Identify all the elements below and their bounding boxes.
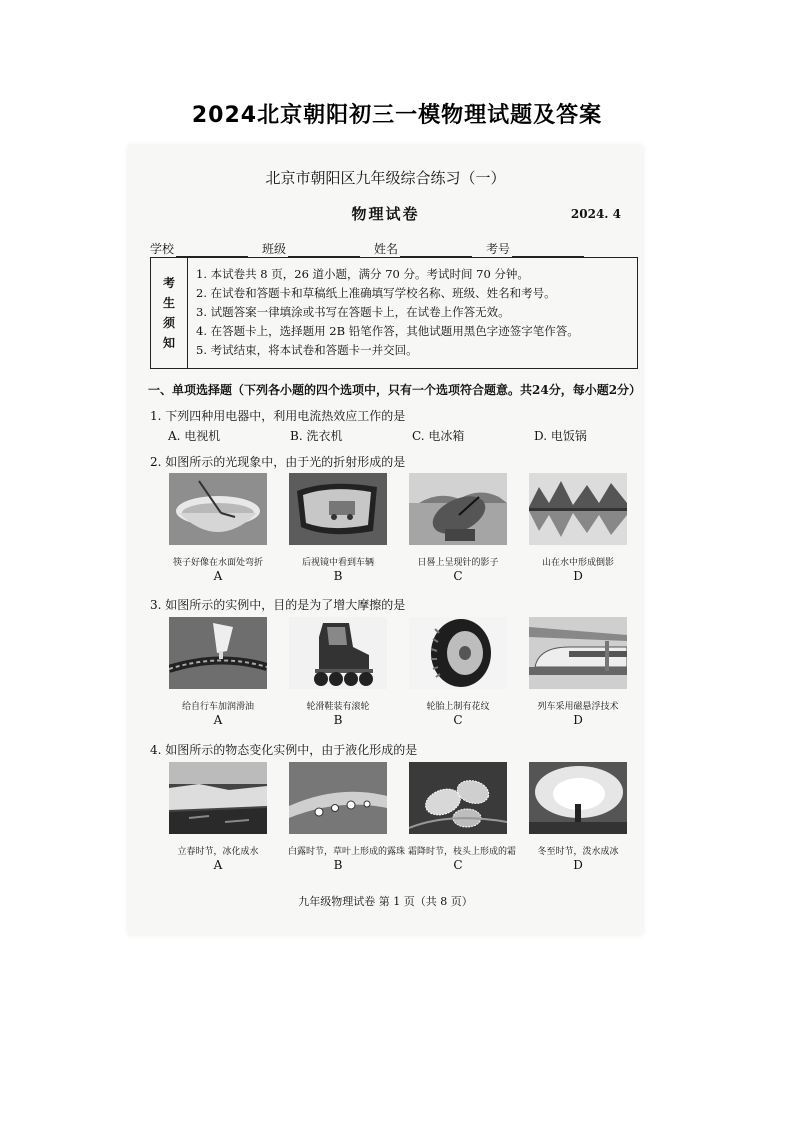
page-footer: 九年级物理试卷 第 1 页（共 8 页）: [298, 895, 473, 908]
exam-number-field[interactable]: 考号: [486, 240, 584, 257]
bike-chain-oil-photo: [169, 617, 267, 689]
exam-subject: 物理试卷: [351, 205, 420, 223]
tire-tread-photo: [409, 617, 507, 689]
figure-2a: 筷子好像在水面处弯折 A: [168, 473, 268, 583]
candidate-notice-box: [150, 257, 638, 369]
exam-date: 2024. 4: [570, 207, 621, 221]
question-1-stem: 1. 下列四种用电器中，利用电流热效应工作的是: [150, 409, 406, 423]
section-heading: 一、单项选择题（下列各小题的四个选项中，只有一个选项符合题意。共24分，每小题2分）: [148, 383, 642, 397]
option-a: A. 电视机: [168, 429, 221, 443]
figure-3b: 轮滑鞋装有滚轮 B: [288, 617, 388, 727]
notice-item: 5. 考试结束，将本试卷和答题卡一并交回。: [196, 343, 418, 357]
notice-item: 1. 本试卷共 8 页，26 道小题，满分 70 分。考试时间 70 分钟。: [196, 267, 529, 281]
figure-3c: 轮胎上制有花纹 C: [408, 617, 508, 727]
exam-name: 北京市朝阳区九年级综合练习（一）: [265, 169, 506, 187]
exam-paper-scan: [128, 145, 643, 935]
notice-item: 2. 在试卷和答题卡和草稿纸上准确填写学校名称、班级、姓名和考号。: [196, 286, 556, 300]
roller-skate-photo: [289, 617, 387, 689]
question-2-figures: [168, 473, 638, 585]
class-field[interactable]: 班级: [262, 240, 360, 257]
sundial-photo: [409, 473, 507, 545]
notice-items: [188, 258, 579, 368]
option-d: D. 电饭锅: [534, 429, 587, 443]
melting-ice-photo: [169, 762, 267, 834]
figure-3a: 给自行车加润滑油 A: [168, 617, 268, 727]
figure-4d: 冬至时节，泼水成冰 D: [528, 762, 628, 872]
question-3-figures: [168, 617, 638, 729]
school-field[interactable]: 学校: [150, 240, 248, 257]
figure-4b: 白露时节，草叶上形成的露珠 B: [288, 762, 388, 872]
question-3-stem: 3. 如图所示的实例中，目的是为了增大摩擦的是: [150, 598, 406, 612]
student-info-row: [150, 240, 633, 257]
question-4-stem: 4. 如图所示的物态变化实例中，由于液化形成的是: [150, 743, 418, 757]
frost-on-leaves-photo: [409, 762, 507, 834]
notice-item: 4. 在答题卡上，选择题用 2B 铅笔作答，其他试题用黑色字迹签字笔作答。: [196, 324, 579, 338]
dew-on-leaf-photo: [289, 762, 387, 834]
figure-4a: 立春时节，冰化成水 A: [168, 762, 268, 872]
page-title: 2024北京朝阳初三一模物理试题及答案: [191, 103, 603, 128]
figure-2c: 日晷上呈现针的影子 C: [408, 473, 508, 583]
question-2-stem: 2. 如图所示的光现象中，由于光的折射形成的是: [150, 455, 406, 469]
figure-2b: 后视镜中看到车辆 B: [288, 473, 388, 583]
chopsticks-in-water-photo: [169, 473, 267, 545]
option-c: C. 电冰箱: [412, 429, 465, 443]
rearview-mirror-photo: [289, 473, 387, 545]
figure-2d: 山在水中形成倒影 D: [528, 473, 628, 583]
figure-3d: 列车采用磁悬浮技术 D: [528, 617, 628, 727]
question-4-figures: [168, 762, 638, 874]
name-field[interactable]: 姓名: [374, 240, 472, 257]
maglev-train-photo: [529, 617, 627, 689]
notice-item: 3. 试题答案一律填涂或书写在答题卡上，在试卷上作答无效。: [196, 305, 510, 319]
water-to-ice-photo: [529, 762, 627, 834]
mountain-reflection-photo: [529, 473, 627, 545]
notice-heading: 考 生 须 知: [151, 258, 188, 368]
figure-4c: 霜降时节，枝头上形成的霜 C: [408, 762, 508, 872]
question-1-options: [168, 427, 656, 444]
option-b: B. 洗衣机: [290, 429, 343, 443]
